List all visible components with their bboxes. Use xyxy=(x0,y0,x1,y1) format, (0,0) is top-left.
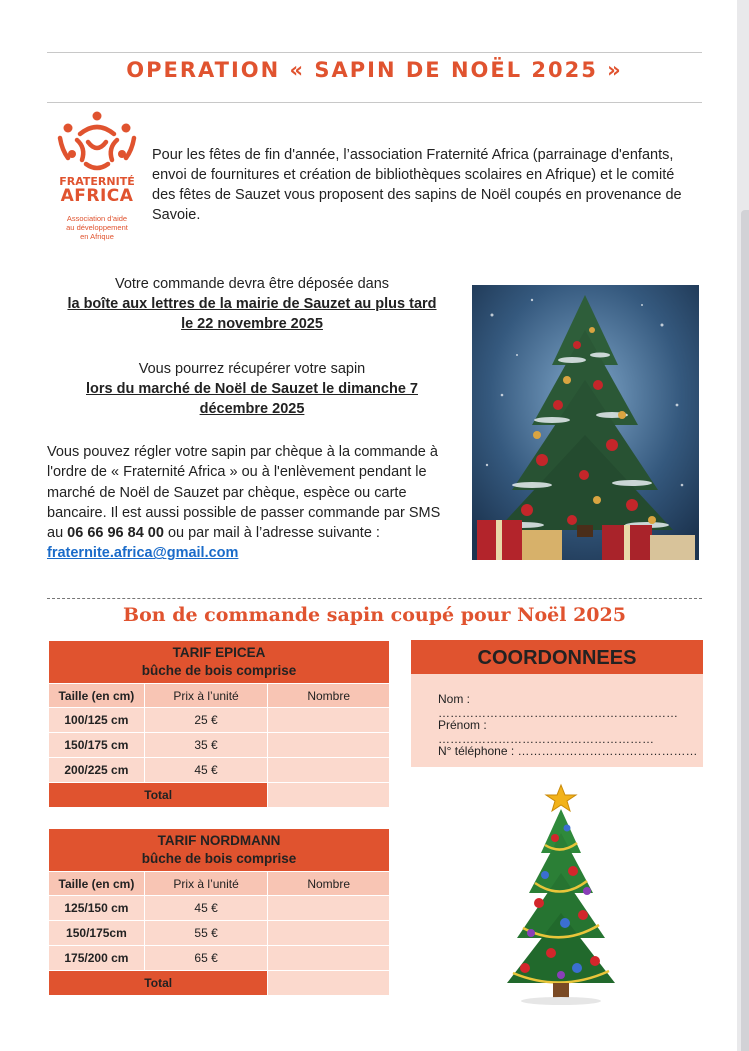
phone-number: 06 66 96 84 00 xyxy=(67,525,164,542)
col-header-price: Prix à l’unité xyxy=(144,872,268,896)
contact-details-box xyxy=(411,640,703,767)
epicea-title: TARIF EPICEA xyxy=(172,645,266,660)
scrollbar[interactable] xyxy=(741,210,749,1051)
table-row-size: 100/125 cm xyxy=(49,708,145,733)
total-label: Total xyxy=(49,783,268,808)
table-row-price: 45 € xyxy=(144,896,268,921)
table-row-size: 125/150 cm xyxy=(49,896,145,921)
email-link[interactable]: fraternite.africa@gmail.com xyxy=(47,545,239,562)
quantity-input-cell[interactable] xyxy=(268,708,390,733)
table-row-size: 150/175 cm xyxy=(49,733,145,758)
contact-details-fields xyxy=(411,674,703,767)
col-header-price: Prix à l’unité xyxy=(144,684,268,708)
order-line2: la boîte aux lettres de la mairie de Sauzet au plus tard xyxy=(67,296,437,312)
col-header-size: Taille (en cm) xyxy=(49,684,145,708)
order-line3: le 22 novembre 2025 xyxy=(181,316,323,332)
table-row-price: 65 € xyxy=(144,946,268,971)
table-row-size: 175/200 cm xyxy=(49,946,145,971)
star-icon xyxy=(546,785,576,811)
table-row-size: 200/225 cm xyxy=(49,758,145,783)
logo-name-line1: FRATERNITÉ xyxy=(59,175,135,188)
logo-tagline-line2: au développement xyxy=(66,223,128,232)
christmas-tree-photo xyxy=(472,285,699,560)
nordmann-price-table xyxy=(48,828,390,996)
table-row-price: 45 € xyxy=(144,758,268,783)
phone-field[interactable]: N° téléphone : ……………………………………… xyxy=(438,744,698,758)
quantity-input-cell[interactable] xyxy=(268,733,390,758)
page-title: OPERATION « SAPIN DE NOËL 2025 » xyxy=(126,58,623,82)
intro-paragraph: Pour les fêtes de fin d'année, l’association Fraternité Africa (parrainage d'enfants, envoi de fournitures et création de bibliothèques scolaires en Afrique) et le comité des fêtes de Sauzet vous proposent des sapins de Noël coupés en provenance de Savoie. xyxy=(152,147,682,223)
top-rule xyxy=(47,52,702,53)
title-rule xyxy=(47,102,702,103)
epicea-table-header xyxy=(49,641,390,684)
logo-tagline-line1: Association d'aide xyxy=(66,214,128,223)
order-deposit-block xyxy=(47,274,457,334)
payment-text: Vous pouvez régler votre sapin par chèque à la commande à l'ordre de « Fraternité Africa » ou à l'enlèvement pendant le marché de Noël de Sauzet par chèque, espèce ou carte bancaire. Il est aussi possible de passer commande par SMS au xyxy=(47,444,441,542)
quantity-input-cell[interactable] xyxy=(268,896,390,921)
table-row-price: 55 € xyxy=(144,921,268,946)
contact-details-title: COORDONNEES xyxy=(411,640,703,674)
order-line1: Votre commande devra être déposée dans xyxy=(114,276,390,292)
pickup-line2: lors du marché de Noël de Sauzet le dimanche 7 xyxy=(86,381,418,397)
first-name-field[interactable]: Prénom : ……………………………………………… xyxy=(438,718,654,746)
nordmann-table-header xyxy=(49,829,390,872)
pickup-line3: décembre 2025 xyxy=(199,401,305,417)
quantity-input-cell[interactable] xyxy=(268,921,390,946)
logo-wordmark xyxy=(52,176,142,205)
name-field[interactable]: Nom : …………………………………………………… xyxy=(438,692,678,720)
payment-paragraph xyxy=(47,442,459,564)
christmas-tree-illustration xyxy=(495,783,635,1008)
payment-middle: ou par mail à l’adresse suivante : xyxy=(163,525,380,542)
col-header-qty: Nombre xyxy=(268,684,390,708)
fraternite-africa-logo xyxy=(52,108,142,248)
logo-people-icon xyxy=(52,108,142,174)
table-row-size: 150/175cm xyxy=(49,921,145,946)
col-header-size: Taille (en cm) xyxy=(49,872,145,896)
pickup-line1: Vous pourrez récupérer votre sapin xyxy=(138,361,366,377)
logo-name-line2: AFRICA xyxy=(60,186,134,206)
nordmann-subtitle: bûche de bois comprise xyxy=(141,851,297,866)
epicea-price-table xyxy=(48,640,390,808)
cut-line xyxy=(47,598,702,599)
epicea-subtitle: bûche de bois comprise xyxy=(141,663,297,678)
quantity-input-cell[interactable] xyxy=(268,758,390,783)
quantity-input-cell[interactable] xyxy=(268,946,390,971)
total-label: Total xyxy=(49,971,268,996)
nordmann-title: TARIF NORDMANN xyxy=(157,833,281,848)
logo-tagline-line3: en Afrique xyxy=(80,232,114,241)
col-header-qty: Nombre xyxy=(268,872,390,896)
logo-tagline xyxy=(52,214,142,241)
total-input-cell[interactable] xyxy=(268,971,390,996)
table-row-price: 25 € xyxy=(144,708,268,733)
table-row-price: 35 € xyxy=(144,733,268,758)
total-input-cell[interactable] xyxy=(268,783,390,808)
pickup-block xyxy=(47,359,457,419)
order-form-title: Bon de commande sapin coupé pour Noël 2025 xyxy=(123,604,626,626)
